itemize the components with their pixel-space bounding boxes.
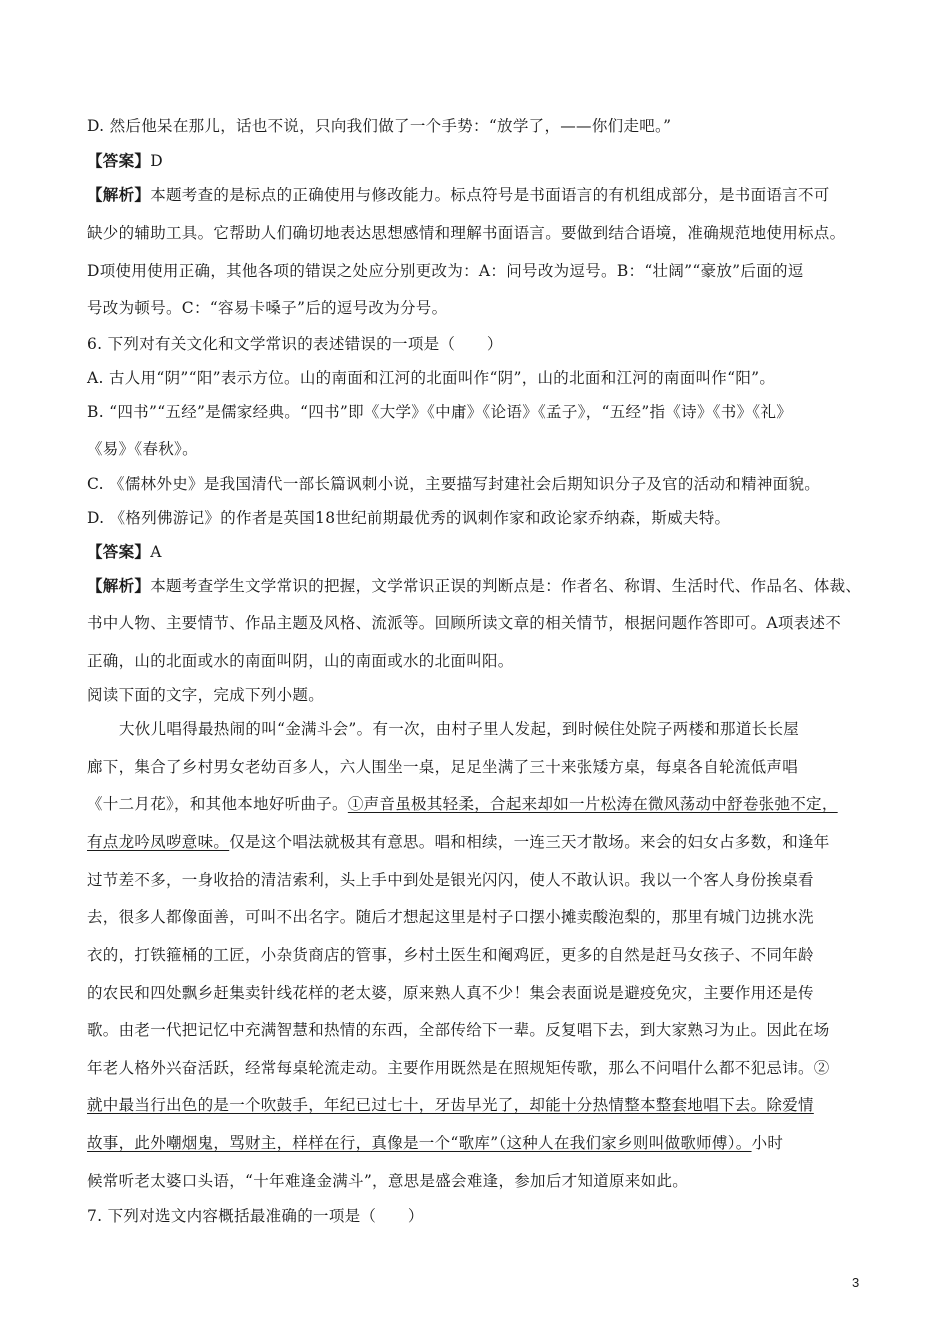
answer-value: D	[150, 152, 163, 170]
answer-tag: 【答案】	[87, 151, 151, 170]
q5-option-d: D. 然后他呆在那儿，话也不说，只向我们做了一个手势：“放学了，——你们走吧。”	[87, 117, 672, 135]
passage-line-3: 《十二月花》，和其他本地好听曲子。①声音虽极其轻柔，合起来却如一片松涛在微风荡动中舒卷张弛不定，	[87, 795, 838, 813]
passage-line-4: 有点龙吟凤哕意味。仅是这个唱法就极其有意思。唱和相续，一连三天才散场。来会的妇女占多数，和逢年	[87, 833, 830, 851]
q6-analysis-line-3: 正确，山的北面或水的南面叫阴，山的南面或水的北面叫阳。	[87, 652, 514, 670]
passage-line-11	[87, 1094, 814, 1116]
q6-option-c: C. 《儒林外史》是我国清代一部长篇讽刺小说，主要描写封建社会后期知识分子及官的活动和精神面貌。	[87, 475, 821, 493]
q5-analysis-line-3: D项使用使用正确，其他各项的错误之处应分别更改为：A：问号改为逗号。B：“壮阔”“豪放”后面的逗	[87, 262, 804, 280]
page-number: 3	[852, 1275, 860, 1290]
analysis-tag: 【解析】	[87, 185, 151, 204]
q6-option-b-line-1: B. “四书”“五经”是儒家经典。“四书”即《大学》《中庸》《论语》《孟子》，“五经”指《诗》《书》《礼》	[87, 403, 793, 421]
q5-analysis-line-4: 号改为顿号。C：“容易卡嗓子”后的逗号改为分号。	[87, 299, 448, 317]
passage-line-8: 的农民和四处飘乡赶集卖针线花样的老太婆，原来熟人真不少！集会表面说是避疫免灾，主要作用还是传	[87, 984, 814, 1002]
underlined-sentence-2-end: 故事，此外嘲烟鬼，骂财主，样样在行，真像是一个“歌库”（这种人在我们家乡则叫做歌师傅）。	[87, 1134, 752, 1152]
underlined-sentence-2: 就中最当行出色的是一个吹鼓手，年纪已过七十，牙齿早光了，却能十分热情整本整套地唱下去。除爱情	[87, 1096, 814, 1114]
underlined-sentence-1-end: 有点龙吟凤哕意味。	[87, 833, 230, 851]
q6-stem: 6. 下列对有关文化和文学常识的表述错误的一项是（ ）	[87, 335, 503, 353]
q6-answer	[87, 541, 162, 563]
passage-line-5: 过节差不多，一身收拾的清洁索利，头上手中到处是银光闪闪，使人不敢认识。我以一个客人身份挨桌看	[87, 871, 814, 889]
passage-line-13: 候常听老太婆口头语，“十年难逢金满斗”，意思是盛会难逢，参加后才知道原来如此。	[87, 1172, 689, 1190]
q5-answer	[87, 150, 163, 172]
answer-tag: 【答案】	[87, 542, 151, 561]
q6-analysis-line-2: 书中人物、主要情节、作品主题及风格、流派等。回顾所读文章的相关情节，根据问题作答即可。A项表述不	[87, 614, 842, 632]
passage-line-10: 年老人格外兴奋活跃，经常每桌轮流走动。主要作用既然是在照规矩传歌，那么不问唱什么都不犯忌讳。②	[87, 1059, 830, 1077]
q5-analysis-line-2: 缺少的辅助工具。它帮助人们确切地表达思想感情和理解书面语言。要做到结合语境，准确规范地使用标点。	[87, 224, 846, 242]
passage-line-1: 大伙儿唱得最热闹的叫“金满斗会”。有一次，由村子里人发起，到时候住处院子两楼和那道长长屋	[119, 720, 800, 738]
q5-analysis-line-1: 【解析】本题考查的是标点的正确使用与修改能力。标点符号是书面语言的有机组成部分，是书面语言不可	[87, 185, 830, 204]
reading-instruction: 阅读下面的文字，完成下列小题。	[87, 686, 325, 704]
passage-line-7: 衣的，打铁箍桶的工匠，小杂货商店的管事，乡村土医生和阉鸡匠，更多的自然是赶马女孩子、不同年龄	[87, 946, 814, 964]
q7-stem: 7. 下列对选文内容概括最准确的一项是（ ）	[87, 1207, 424, 1225]
passage-line-6: 去，很多人都像面善，可叫不出名字。随后才想起这里是村子口摆小摊卖酸泡梨的，那里有城门边挑水洗	[87, 908, 814, 926]
answer-value: A	[150, 543, 162, 561]
underlined-sentence-1: ①声音虽极其轻柔，合起来却如一片松涛在微风荡动中舒卷张弛不定，	[347, 795, 838, 813]
q6-analysis-line-1: 【解析】本题考查学生文学常识的把握，文学常识正误的判断点是：作者名、称谓、生活时代、作品名、体裁、	[87, 576, 862, 595]
analysis-tag: 【解析】	[87, 576, 151, 595]
passage-line-12: 故事，此外嘲烟鬼，骂财主，样样在行，真像是一个“歌库”（这种人在我们家乡则叫做歌师傅）。小时	[87, 1134, 784, 1152]
passage-line-2: 廊下，集合了乡村男女老幼百多人，六人围坐一桌，足足坐满了三十来张矮方桌，每桌各自轮流低声唱	[87, 758, 799, 776]
q6-option-d: D. 《格列佛游记》的作者是英国18世纪前期最优秀的讽刺作家和政论家乔纳森，斯威夫特。	[87, 509, 731, 527]
passage-line-9: 歌。由老一代把记忆中充满智慧和热情的东西，全部传给下一辈。反复唱下去，到大家熟习为止。因此在场	[87, 1021, 830, 1039]
q6-option-b-line-2: 《易》《春秋》。	[87, 440, 198, 458]
q6-option-a: A. 古人用“阴”“阳”表示方位。山的南面和江河的北面叫作“阴”，山的北面和江河的南面叫作“阳”。	[87, 369, 776, 387]
